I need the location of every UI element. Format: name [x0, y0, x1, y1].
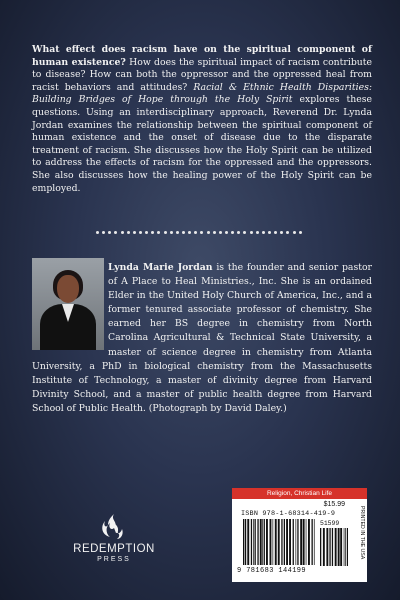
divider-dot [182, 231, 185, 234]
barcode-bar [257, 519, 258, 565]
divider-dot [274, 231, 277, 234]
barcode-bar [335, 528, 337, 566]
divider-dot [188, 231, 191, 234]
intro-lead-question: What effect does racism have on the spiritual component of human existence? [32, 44, 372, 68]
divider-dot [108, 231, 111, 234]
barcode-bar [323, 528, 325, 566]
addon-code: 51599 [320, 520, 340, 527]
barcode-bar [326, 528, 328, 566]
barcode-bar [266, 519, 268, 565]
divider-dot [213, 231, 216, 234]
barcode-bar [253, 519, 254, 565]
barcode-bar [273, 519, 274, 565]
barcode-bar [262, 519, 263, 565]
divider-dot [225, 231, 228, 234]
barcode-bar [251, 519, 252, 565]
price-label: $15.99 [323, 501, 345, 508]
category-label: Religion, Christian Life [232, 488, 367, 499]
author-bio [32, 261, 372, 416]
barcode-bar [308, 519, 310, 565]
divider-dot [268, 231, 271, 234]
barcode-bar [245, 519, 246, 565]
publisher-name: REDEMPTION [73, 543, 155, 555]
intro-body: explores these questions. Using an interdisciplinary approach, Reverend Dr. Lynda Jordan examines the relationship between the spiritual component of human existence and the onset of disease due to the disparate treatment of racism. She discusses how the Holy Spirit can be utilized to address the effects of racism for the oppressed and the oppressors. She also discusses how the healing power of the Holy Spirit can be employed. [32, 94, 372, 194]
divider-dot [151, 231, 154, 234]
divider-dot [176, 231, 179, 234]
barcode-bar [344, 528, 345, 566]
barcode-bar [303, 519, 305, 565]
book-title: Racial & Ethnic Health Disparities: Building Bridges of Hope through the Holy Spirit [32, 81, 372, 106]
barcode-bar [314, 519, 315, 565]
divider-dot [286, 231, 289, 234]
barcode-box [232, 488, 367, 582]
divider-dot [207, 231, 210, 234]
printed-in-usa: PRINTED IN THE USA [359, 506, 365, 560]
barcode-bar [340, 528, 342, 566]
barcode-bar [275, 519, 277, 565]
ean-digits: 9 781683 144199 [237, 567, 307, 575]
divider-dot [256, 231, 259, 234]
barcode-bar [347, 528, 348, 566]
barcode-bar [260, 519, 262, 565]
barcode-bar [243, 519, 244, 565]
divider-dot [170, 231, 173, 234]
barcode-bar [300, 519, 302, 565]
barcode-bar [312, 519, 313, 565]
divider-dot [139, 231, 142, 234]
dotted-divider [96, 231, 302, 237]
barcode-bar [297, 519, 298, 565]
barcode-bar [296, 519, 297, 565]
divider-dot [200, 231, 203, 234]
barcode-bar [264, 519, 265, 565]
barcode-bar [320, 528, 321, 566]
intro-questions: How does the spiritual impact of racism contribute to disease? How can both the oppressor and the oppressed heal from racist behaviors and attitudes? [32, 56, 372, 93]
isbn-label: ISBN 978-1-68314-419-9 [241, 510, 336, 518]
divider-dot [299, 231, 302, 234]
divider-dot [293, 231, 296, 234]
divider-dot [250, 231, 253, 234]
divider-dot [219, 231, 222, 234]
divider-dot [231, 231, 234, 234]
barcode-bar [270, 519, 272, 565]
barcode-bar [255, 519, 256, 565]
barcode-bar [329, 528, 330, 566]
addon-barcode [320, 528, 348, 566]
divider-dot [280, 231, 283, 234]
divider-dot [237, 231, 240, 234]
publisher-name-sub: PRESS [97, 556, 131, 563]
barcode-bar [278, 519, 280, 565]
flame-icon [97, 512, 131, 542]
divider-dot [102, 231, 105, 234]
divider-dot [127, 231, 130, 234]
divider-dot [194, 231, 197, 234]
ean-barcode [243, 519, 317, 565]
author-bio-text: is the founder and senior pastor of A Place to Heal Ministries., Inc. She is an ordained Elder in the United Holy Church of America, Inc., and a former tenured associate professor of chemistry. She earned her BS degree in chemistry from North Carolina Agricultural & Technical State University, a master of science degree in chemistry from Atlanta University, a PhD in biological chemistry from the Massachusetts Institute of Technology, a master of divinity degree from Harvard Divinity School, and a master of public health degree from Harvard School of Public Health. (Photograph by David Daley.) [32, 262, 372, 414]
publisher-logo [58, 512, 170, 582]
intro-paragraph [32, 44, 372, 195]
barcode-bar [306, 519, 307, 565]
barcode-bar [338, 528, 340, 566]
divider-dot [133, 231, 136, 234]
divider-dot [121, 231, 124, 234]
barcode-bar [286, 519, 288, 565]
barcode-bar [284, 519, 285, 565]
barcode-bar [293, 519, 294, 565]
divider-dot [243, 231, 246, 234]
barcode-bar [247, 519, 249, 565]
divider-dot [96, 231, 99, 234]
barcode-bar [332, 528, 333, 566]
divider-dot [145, 231, 148, 234]
divider-dot [157, 231, 160, 234]
barcode-bar [345, 528, 346, 566]
barcode-bar [281, 519, 282, 565]
divider-dot [164, 231, 167, 234]
author-name: Lynda Marie Jordan [108, 262, 213, 273]
divider-dot [262, 231, 265, 234]
divider-dot [114, 231, 117, 234]
barcode-bar [289, 519, 291, 565]
